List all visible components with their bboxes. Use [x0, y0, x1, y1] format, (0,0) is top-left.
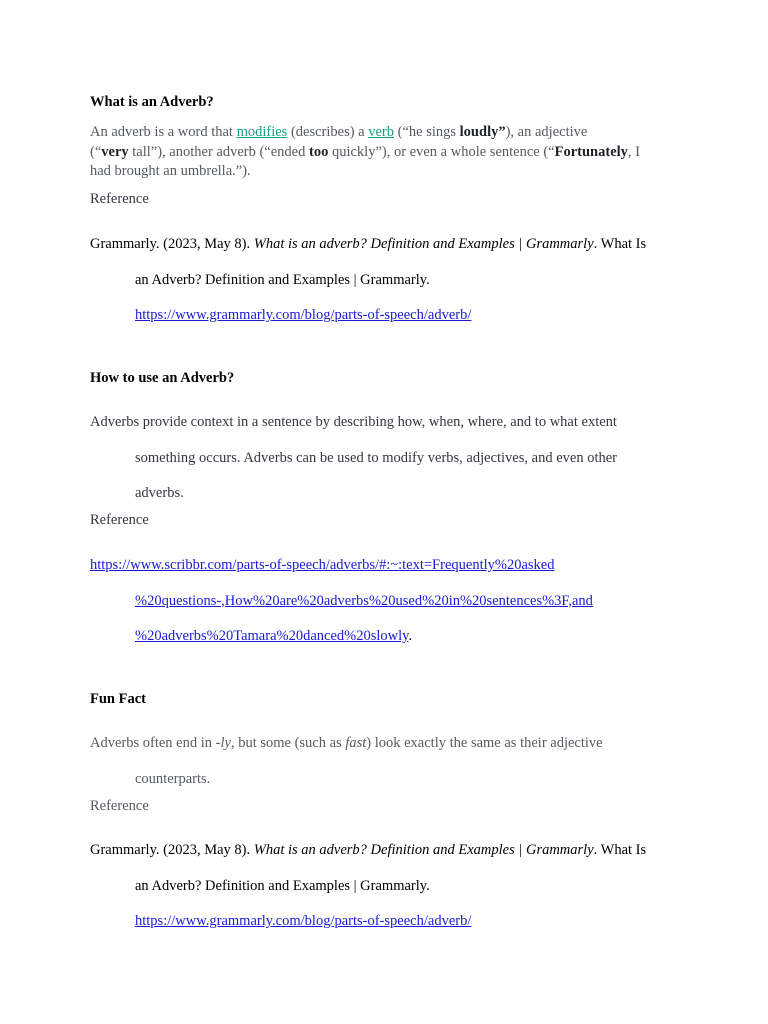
- citation-title: What is an adverb? Definition and Examples | Grammarly: [253, 236, 594, 252]
- reference-label: Reference: [90, 798, 149, 814]
- section-heading-what-is-adverb: What is an Adverb?: [90, 94, 214, 110]
- citation-line: [90, 227, 680, 263]
- body-text: ), an adjective: [505, 124, 588, 140]
- italic-word: fast: [345, 735, 367, 751]
- section-heading-fun-fact: Fun Fact: [90, 691, 146, 707]
- verb-link[interactable]: verb: [368, 124, 395, 140]
- section-heading-how-to-use: How to use an Adverb?: [90, 370, 235, 386]
- body-line: Adverbs provide context in a sentence by describing how, when, where, and to what extent: [90, 414, 617, 430]
- citation-url-link[interactable]: https://www.grammarly.com/blog/parts-of-speech/adverb/: [135, 913, 472, 929]
- scribbr-url-link[interactable]: https://www.scribbr.com/parts-of-speech/adverbs/#:~:text=Frequently%20asked: [90, 557, 555, 573]
- bold-word: loudly”: [459, 124, 506, 140]
- body-line: counterparts.: [135, 770, 211, 787]
- modifies-link[interactable]: modifies: [236, 124, 288, 140]
- body-text: An adverb is a word that: [90, 124, 237, 140]
- citation: [90, 833, 680, 940]
- body-text: (“he sings: [394, 124, 460, 140]
- body-line: [90, 726, 680, 762]
- section-body-what-is-adverb: [90, 123, 680, 182]
- reference-label: Reference: [90, 512, 149, 528]
- citation: [90, 227, 680, 334]
- citation-line: an Adverb? Definition and Examples | Grammarly.: [135, 271, 430, 288]
- body-text: , but some (such as: [230, 735, 346, 751]
- scribbr-url-link[interactable]: %20questions-,How%20are%20adverbs%20used%20in%20sentences%3F,and: [135, 592, 593, 609]
- citation-text: . What Is: [593, 842, 647, 858]
- bold-word: very: [101, 143, 129, 160]
- citation-author: Grammarly. (2023, May 8).: [90, 236, 254, 252]
- citation-line: an Adverb? Definition and Examples | Grammarly.: [135, 877, 430, 894]
- url-line: [90, 548, 680, 584]
- url-period: .: [408, 628, 413, 644]
- body-text: ) look exactly the same as their adjective: [366, 735, 603, 751]
- reference-url-block: [90, 548, 680, 655]
- citation-text: . What Is: [593, 236, 647, 252]
- italic-word: -ly: [215, 735, 231, 751]
- citation-line: [90, 904, 680, 940]
- bold-word: too: [309, 143, 329, 160]
- section-body-fun-fact: [90, 726, 680, 797]
- body-text: (“: [90, 143, 102, 160]
- citation-line: [90, 833, 680, 869]
- body-text: (describes) a: [287, 124, 369, 140]
- url-line: [90, 584, 680, 620]
- citation-title: What is an adverb? Definition and Examples | Grammarly: [253, 842, 594, 858]
- url-line: [90, 619, 680, 655]
- body-text: Adverbs often end in: [90, 735, 216, 751]
- body-line: adverbs.: [135, 485, 184, 501]
- body-line: had brought an umbrella.”).: [90, 163, 251, 179]
- body-line: [90, 123, 680, 143]
- citation-author: Grammarly. (2023, May 8).: [90, 842, 254, 858]
- body-line: something occurs. Adverbs can be used to modify verbs, adjectives, and even other: [135, 449, 617, 466]
- body-line: [90, 143, 680, 163]
- section-body-how-to-use: [90, 405, 680, 512]
- reference-label: Reference: [90, 191, 149, 207]
- citation-line: [90, 298, 680, 334]
- body-text: , I: [627, 143, 640, 160]
- bold-word: Fortunately: [554, 143, 628, 160]
- scribbr-url-link[interactable]: %20adverbs%20Tamara%20danced%20slowly: [135, 628, 409, 644]
- body-text: quickly”), or even a whole sentence (“: [328, 143, 555, 160]
- citation-url-link[interactable]: https://www.grammarly.com/blog/parts-of-speech/adverb/: [135, 307, 472, 323]
- body-text: tall”), another adverb (“ended: [128, 143, 309, 160]
